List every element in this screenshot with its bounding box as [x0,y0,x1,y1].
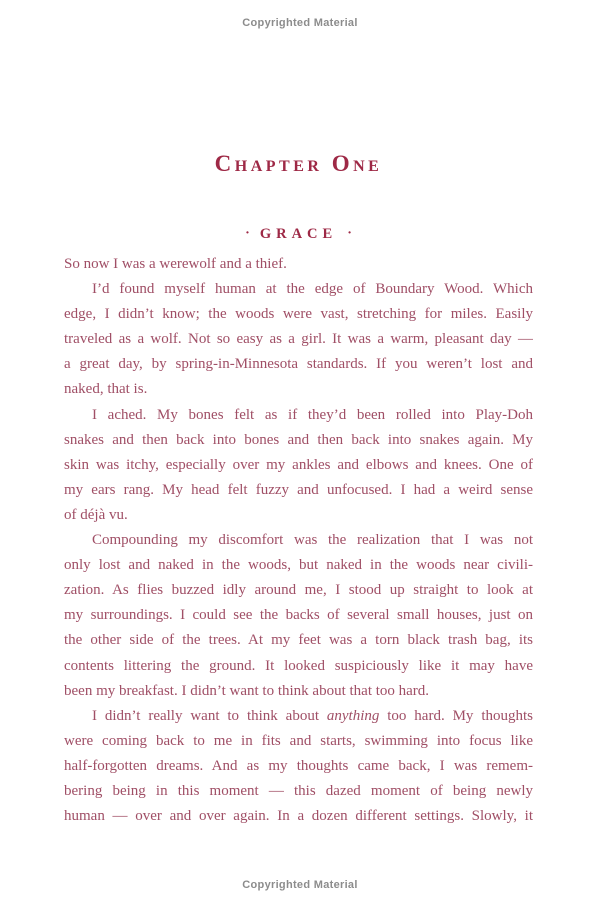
body-text-line: my ears rang. My head felt fuzzy and unfocused. I had a weird sense [64,481,533,498]
section-dot-right: · [347,226,352,241]
body-text-line: naked, that is. [64,381,148,398]
body-text-line: skin was itchy, especially over my ankles and elbows and knees. One of [64,456,533,473]
body-text-line: only lost and naked in the woods, but naked in the woods near civili- [64,557,533,574]
section-name: GRACE [259,226,338,242]
body-text-line: been my breakfast. I didn’t want to think about that too hard. [64,682,430,699]
body-text-line: Compounding my discomfort was the realization that I was not [92,532,533,549]
body-text-line: human — over and over again. In a dozen different settings. Slowly, it [64,808,533,825]
body-text-line: a great day, by spring-in-Minnesota standards. If you weren’t lost and [64,356,533,373]
body-text-line: of déjà vu. [64,506,128,523]
body-text-line: I ached. My bones felt as if they’d been rolled into Play-Doh [92,406,533,423]
body-text-line: I didn’t really want to think about anything too hard. My thoughts [92,707,533,724]
body-text-line: So now I was a werewolf and a thief. [64,256,287,272]
body-text-line: I’d found myself human at the edge of Boundary Wood. Which [92,281,533,298]
body-text-line: contents littering the ground. It looked suspiciously like it may have [64,657,533,674]
body-text-line: bering being in this moment — this dazed moment of being newly [64,782,533,799]
section-dot-left: · [245,226,250,241]
body-text-line: snakes and then back into bones and then back into snakes again. My [64,431,533,448]
body-text-line: edge, I didn’t know; the woods were vast, stretching for miles. Easily [64,306,533,323]
section-heading [64,226,533,243]
body-text-line: were coming back to me in fits and starts, swimming into focus like [64,732,533,749]
body-text-line: traveled as a wolf. Not so easy as a girl. It was a warm, pleasant day — [64,331,533,348]
bottom-copyright-notice: Copyrighted Material [242,879,358,891]
body-text-line: my surroundings. I could see the backs of several small houses, just on [64,607,533,624]
chapter-title: Chapter One [214,151,383,176]
body-text-line: half-forgotten dreams. And as my thoughts came back, I was remem- [64,757,533,774]
top-copyright-notice: Copyrighted Material [242,17,358,29]
body-text [64,252,533,829]
body-text-line: the other side of the trees. At my feet was a torn black trash bag, its [64,632,533,649]
body-text-line: zation. As flies buzzed idly around me, I stood up straight to look at [64,582,533,599]
